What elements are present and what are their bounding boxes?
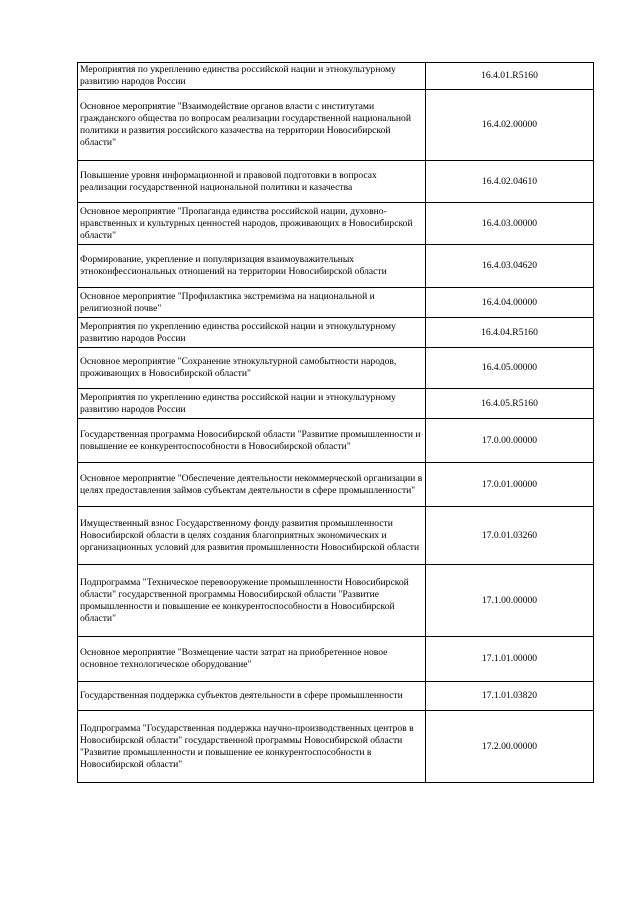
- table-row: [78, 203, 594, 245]
- row-code: 16.4.05.00000: [426, 348, 594, 389]
- table-row: [78, 63, 594, 90]
- row-code: 16.4.05.R5160: [426, 389, 594, 419]
- row-code: 17.0.01.00000: [426, 463, 594, 507]
- row-code: 17.0.01.03260: [426, 507, 594, 565]
- budget-classification-table: [77, 62, 594, 783]
- row-name: Формирование, укрепление и популяризация взаимоуважительных этноконфессиональных отношений на территории Новосибирской области: [78, 245, 426, 288]
- table-row: [78, 389, 594, 419]
- row-name: Государственная программа Новосибирской области "Развитие промышленности и повышение ее конкурентоспособности в Новосибирской области": [78, 419, 426, 463]
- row-code: 16.4.02.00000: [426, 90, 594, 161]
- table-row: [78, 245, 594, 288]
- row-name: Основное мероприятие "Взаимодействие органов власти с институтами гражданского общества по вопросам реализации государственной национальной политики и развития российского казачества на территории Новосибирской области": [78, 90, 426, 161]
- row-code: 16.4.04.R5160: [426, 318, 594, 348]
- row-code: 17.1.01.00000: [426, 637, 594, 682]
- row-name: Повышение уровня информационной и правовой подготовки в вопросах реализации государственной национальной политики и казачества: [78, 161, 426, 203]
- table-row: [78, 463, 594, 507]
- table-row: [78, 318, 594, 348]
- row-code: 17.2.00.00000: [426, 711, 594, 783]
- row-code: 16.4.02.04610: [426, 161, 594, 203]
- row-code: 16.4.04.00000: [426, 288, 594, 318]
- table-row: [78, 90, 594, 161]
- row-name: Подпрограмма "Государственная поддержка научно-производственных центров в Новосибирской области" государственной программы Новосибирской области "Развитие промышленности и повышение ее конкурентоспособности в Новосибирской области": [78, 711, 426, 783]
- table-row: [78, 565, 594, 637]
- row-code: 17.1.00.00000: [426, 565, 594, 637]
- row-name: Подпрограмма "Техническое перевооружение промышленности Новосибирской области" государственной программы Новосибирской области "Развитие промышленности и повышение ее конкурентоспособности в Новосибирской области": [78, 565, 426, 637]
- row-name: Мероприятия по укреплению единства российской нации и этнокультурному развитию народов России: [78, 389, 426, 419]
- row-name: Основное мероприятие "Пропаганда единства российской нации, духовно-нравственных и культурных ценностей народов, проживающих в Новосибирской области": [78, 203, 426, 245]
- table-row: [78, 682, 594, 711]
- row-name: Основное мероприятие "Профилактика экстремизма на национальной и религиозной почве": [78, 288, 426, 318]
- row-code: 16.4.03.00000: [426, 203, 594, 245]
- table-row: [78, 288, 594, 318]
- table-row: [78, 507, 594, 565]
- row-name: Мероприятия по укреплению единства российской нации и этнокультурному развитию народов России: [78, 318, 426, 348]
- row-code: 17.1.01.03820: [426, 682, 594, 711]
- row-code: 16.4.01.R5160: [426, 63, 594, 90]
- row-name: Основное мероприятие "Возмещение части затрат на приобретенное новое основное технологическое оборудование": [78, 637, 426, 682]
- table-row: [78, 161, 594, 203]
- table-row: [78, 419, 594, 463]
- row-code: 16.4.03.04620: [426, 245, 594, 288]
- row-name: Основное мероприятие "Обеспечение деятельности некоммерческой организации в целях предоставления займов субъектам деятельности в сфере промышленности": [78, 463, 426, 507]
- row-name: Мероприятия по укреплению единства российской нации и этнокультурному развитию народов России: [78, 63, 426, 90]
- row-name: Имущественный взнос Государственному фонду развития промышленности Новосибирской области в целях создания благоприятных экономических и организационных условий для развития промышленности Новосибирской области: [78, 507, 426, 565]
- row-code: 17.0.00.00000: [426, 419, 594, 463]
- row-name: Государственная поддержка субъектов деятельности в сфере промышленности: [78, 682, 426, 711]
- table-row: [78, 348, 594, 389]
- table-row: [78, 711, 594, 783]
- table-row: [78, 637, 594, 682]
- row-name: Основное мероприятие "Сохранение этнокультурной самобытности народов, проживающих в Новосибирской области": [78, 348, 426, 389]
